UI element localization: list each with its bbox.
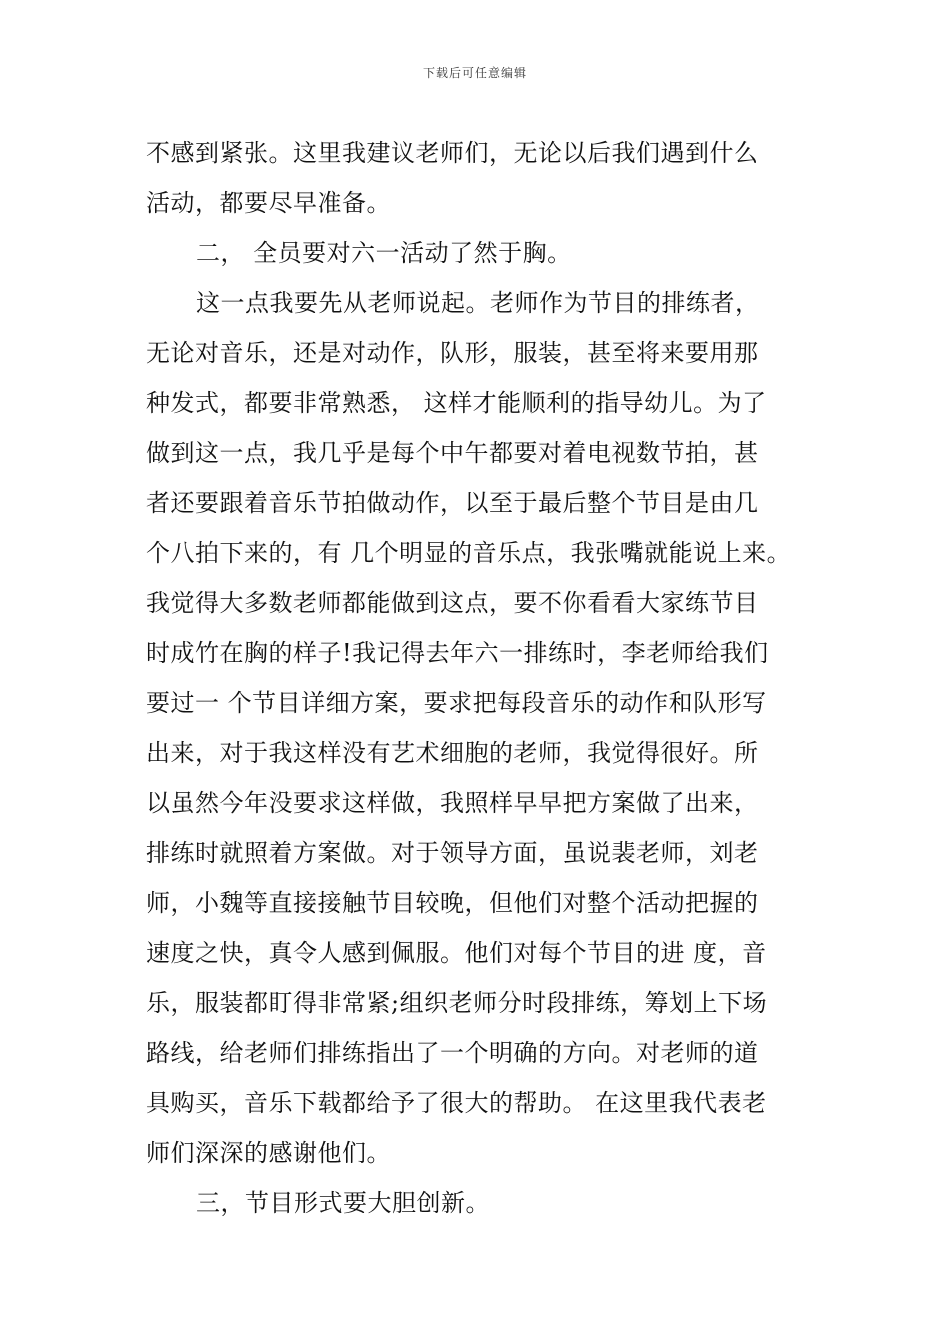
- text-line: 我觉得大多数老师都能做到这点，要不你看看大家练节目: [146, 589, 759, 617]
- text-line: 三，节目形式要大胆创新。: [196, 1189, 490, 1217]
- text-line: 乐，服装都盯得非常紧;组织老师分时段排练，筹划上下场: [146, 989, 768, 1017]
- text-line: 出来，对于我这样没有艺术细胞的老师，我觉得很好。所: [146, 739, 759, 767]
- text-line: 这一点我要先从老师说起。老师作为节目的排练者，: [196, 289, 760, 317]
- text-line: 做到这一点，我几乎是每个中午都要对着电视数节拍，甚: [146, 439, 759, 467]
- text-line: 活动，都要尽早准备。: [146, 189, 391, 217]
- document-body: [146, 128, 836, 1228]
- text-line: 以虽然今年没要求这样做，我照样早早把方案做了出来，: [146, 789, 759, 817]
- text-line: 者还要跟着音乐节拍做动作，以至于最后整个节目是由几: [146, 489, 759, 517]
- text-line: 个八拍下来的，有 几个明显的音乐点，我张嘴就能说上来。: [146, 539, 792, 567]
- text-line: 要过一 个节目详细方案，要求把每段音乐的动作和队形写: [146, 689, 767, 717]
- text-line: 不感到紧张。这里我建议老师们，无论以后我们遇到什么: [146, 139, 759, 167]
- text-line: 排练时就照着方案做。对于领导方面，虽说裴老师，刘老: [146, 839, 759, 867]
- text-line: 无论对音乐，还是对动作，队形，服装，甚至将来要用那: [146, 339, 759, 367]
- header-note: 下载后可任意编辑: [422, 66, 527, 80]
- text-line: 种发式，都要非常熟悉， 这样才能顺利的指导幼儿。为了: [146, 389, 767, 417]
- text-line: 二， 全员要对六一活动了然于胸。: [196, 239, 572, 267]
- text-line: 师，小魏等直接接触节目较晚，但他们对整个活动把握的: [146, 889, 759, 917]
- text-line: 速度之快，真令人感到佩服。他们对每个节目的进 度，音: [146, 939, 767, 967]
- text-line: 具购买，音乐下载都给予了很大的帮助。 在这里我代表老: [146, 1089, 767, 1117]
- text-line: 路线，给老师们排练指出了一个明确的方向。对老师的道: [146, 1039, 759, 1067]
- text-line: 时成竹在胸的样子!我记得去年六一排练时，李老师给我们: [146, 639, 769, 667]
- text-line: 师们深深的感谢他们。: [146, 1139, 391, 1167]
